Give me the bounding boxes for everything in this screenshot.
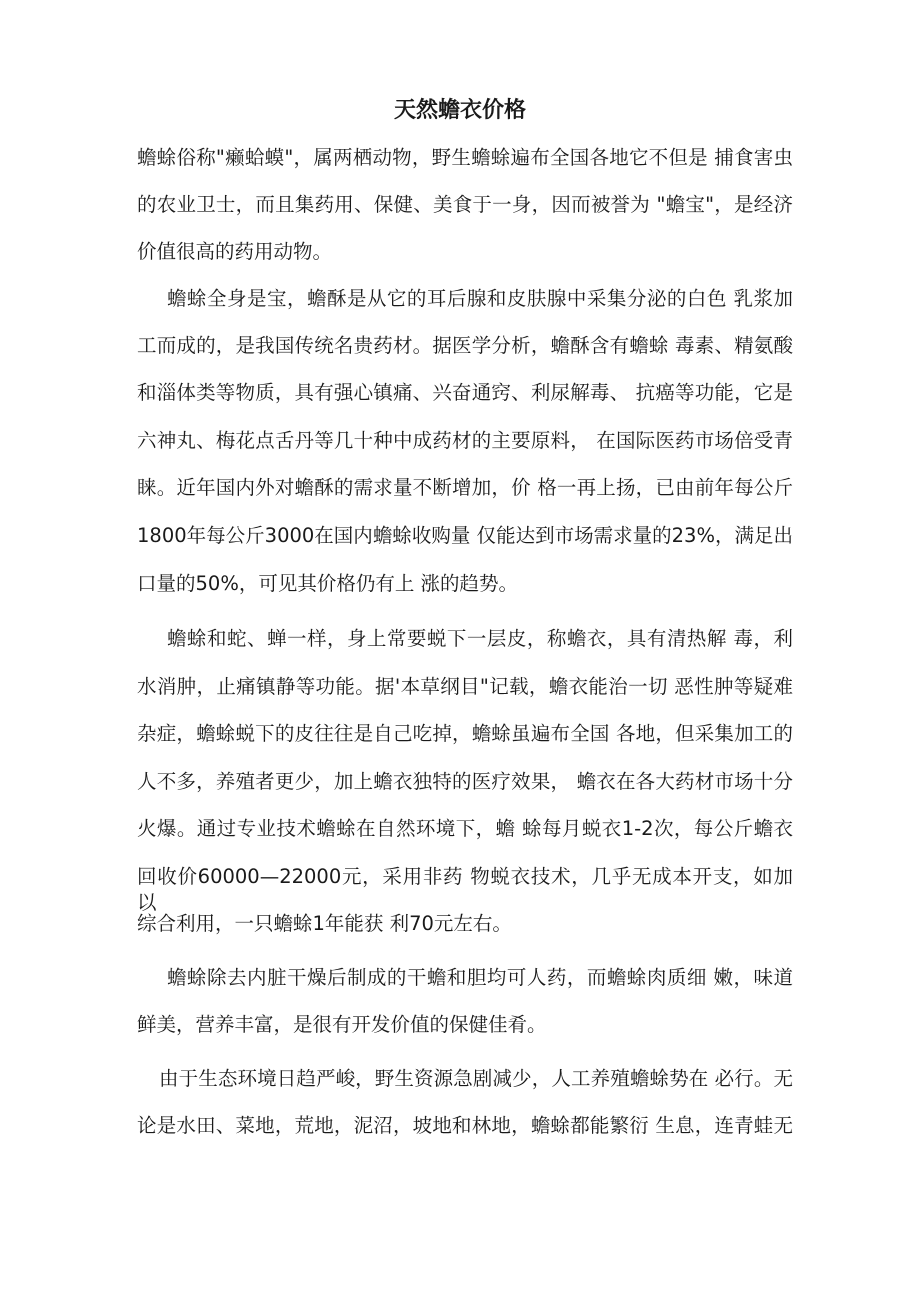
paragraph-line: 论是水田、菜地，荒地，泥沼，坡地和林地，蟾蜍都能繁衍 生息，连青蛙无 [137,1114,793,1137]
paragraph-line: 六神丸、梅花点舌丹等几十种中成药材的主要原料， 在国际医药市场倍受青 [137,429,793,452]
paragraph-line: 蟾蜍俗称"癞蛤蟆"，属两栖动物，野生蟾蜍遍布全国各地它不但是 捕食害虫 [137,146,793,169]
paragraph-line: 火爆。通过专业技术蟾蜍在自然环境下，蟾 蜍每月蜕衣1-2次，每公斤蟾衣 [137,817,793,840]
paragraph-line: 睐。近年国内外对蟾酥的需求量不断增加，价 格一再上扬，已由前年每公斤 [137,476,793,499]
paragraph-line: 水消肿，止痛镇静等功能。据'本草纲目"记载，蟾衣能治一切 恶性肿等疑难 [137,675,793,698]
paragraph-line: 蟾蜍除去内脏干燥后制成的干蟾和胆均可人药，而蟾蜍肉质细 嫩，味道 [167,966,793,989]
paragraph-line: 综合利用，一只蟾蜍1年能获 利70元左右。 [137,912,512,935]
document-title: 天然蟾衣价格 [393,98,526,123]
paragraph-line: 1800年每公斤3000在国内蟾蜍收购量 仅能达到市场需求量的23%，满足出 [137,524,793,547]
paragraph-line: 鲜美，营养丰富，是很有开发价值的保健佳肴。 [137,1013,547,1036]
paragraph-line: 和淄体类等物质，具有强心镇痛、兴奋通窍、利尿解毒、 抗癌等功能，它是 [137,381,793,404]
paragraph-line: 人不多，养殖者更少，加上蟾衣独特的医疗效果， 蟾衣在各大药材市场十分 [137,770,793,793]
paragraph-line: 价值很高的药用动物。 [137,240,333,263]
paragraph-line: 杂症，蟾蜍蜕下的皮往往是自己吃掉，蟾蜍虽遍布全国 各地，但采集加工的 [137,722,793,745]
paragraph-line: 工而成的，是我国传统名贵药材。据医学分析，蟾酥含有蟾蜍 毒素、精氨酸 [137,334,793,357]
paragraph-line: 口量的50%，可见其价格仍有上 涨的趋势。 [137,572,519,595]
paragraph-line: 蟾蜍全身是宝，蟾酥是从它的耳后腺和皮肤腺中采集分泌的白色 乳浆加 [167,287,793,310]
paragraph-line: 回收价60000—22000元，采用非药 物蜕衣技术，几乎无成本开支，如加以 [137,865,793,914]
paragraph-line: 由于生态环境日趋严峻，野生资源急剧减少，人工养殖蟾蜍势在 必行。无 [159,1067,793,1090]
paragraph-line: 的农业卫士，而且集药用、保健、美食于一身，因而被誉为 "蟾宝"，是经济 [137,193,793,216]
paragraph-line: 蟾蜍和蛇、蝉一样，身上常要蜕下一层皮，称蟾衣，具有清热解 毒，利 [167,627,793,650]
